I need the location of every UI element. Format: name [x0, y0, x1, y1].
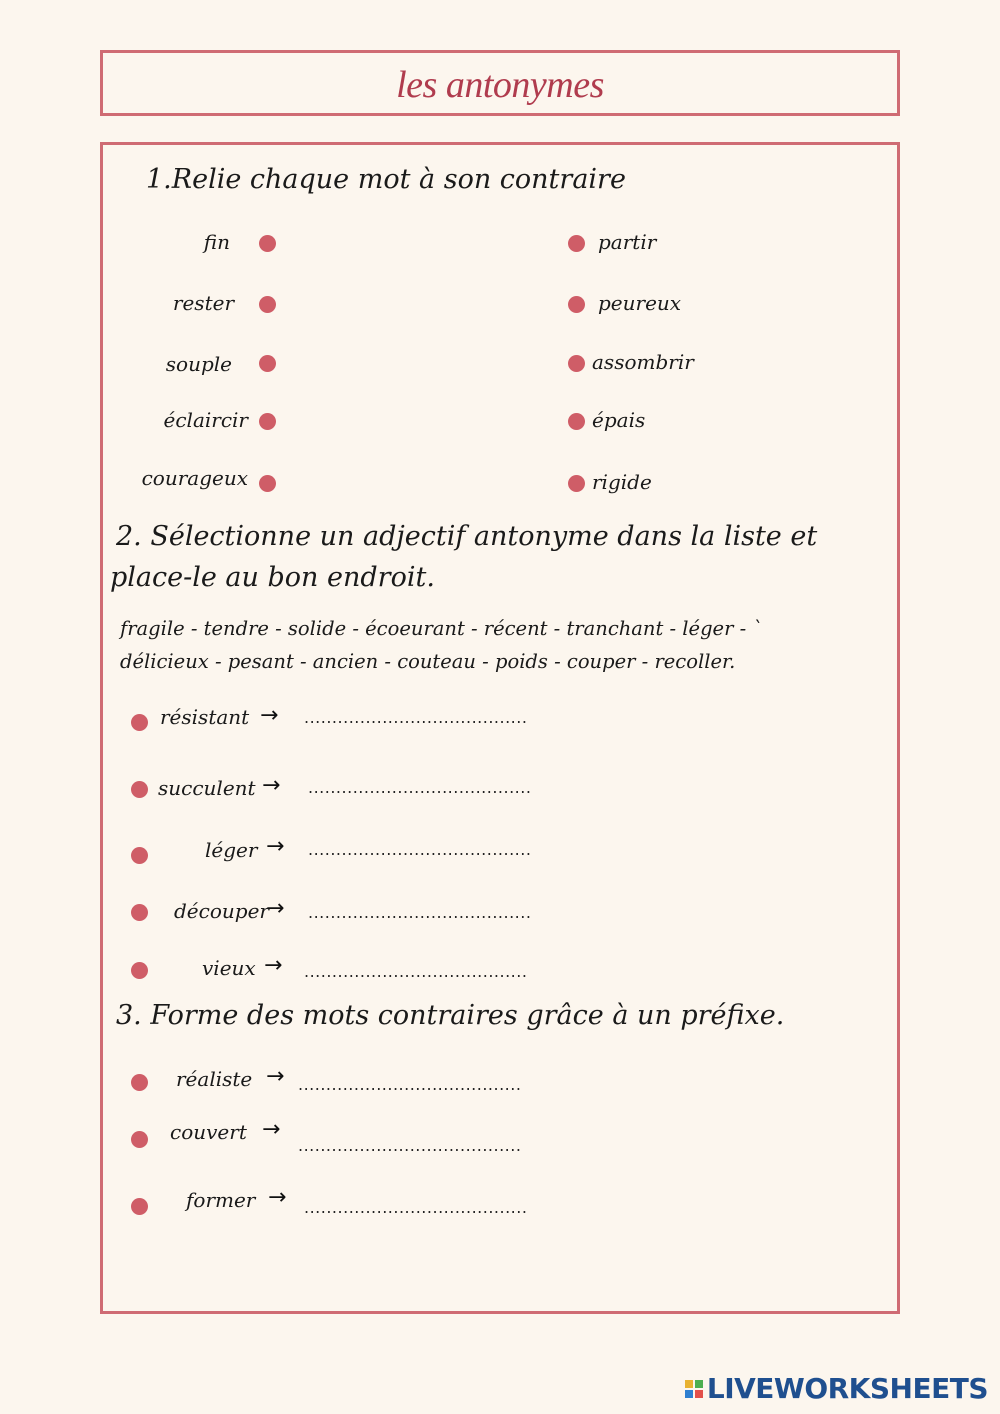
ex1-right-word: partir	[598, 230, 657, 254]
word-list-line1: fragile - tendre - solide - écoeurant - récent - tranchant - léger - `	[120, 617, 763, 640]
ex2-item-word: résistant	[160, 705, 250, 729]
ex3-item-word: couvert	[170, 1120, 247, 1144]
answer-field[interactable]: ........................................	[308, 778, 532, 797]
liveworksheets-logo-icon	[685, 1380, 703, 1398]
arrow-icon: →	[262, 773, 281, 798]
ex2-item-word: découper	[174, 899, 269, 923]
ex3-item-dot	[131, 1131, 148, 1148]
ex1-right-dot[interactable]	[568, 235, 585, 252]
ex1-right-dot[interactable]	[568, 413, 585, 430]
arrow-icon: →	[260, 703, 279, 728]
ex1-left-dot[interactable]	[259, 413, 276, 430]
ex1-right-dot[interactable]	[568, 475, 585, 492]
arrow-icon: →	[266, 1064, 285, 1089]
ex2-item-dot	[131, 781, 148, 798]
ex2-item-dot	[131, 904, 148, 921]
arrow-icon: →	[264, 953, 283, 978]
worksheet-title: les antonymes	[396, 64, 604, 106]
logo-text: LIVEWORKSHEETS	[706, 1372, 988, 1405]
ex2-item-dot	[131, 714, 148, 731]
exercise2-heading-line1: 2. Sélectionne un adjectif antonyme dans la liste et	[116, 521, 818, 552]
ex1-left-word: fin	[203, 230, 230, 254]
liveworksheets-logo	[685, 1372, 988, 1405]
ex1-left-dot[interactable]	[259, 475, 276, 492]
ex1-left-word: courageux	[141, 466, 248, 490]
ex2-item-dot	[131, 847, 148, 864]
answer-field[interactable]: ........................................	[298, 1136, 522, 1155]
answer-field[interactable]: ........................................	[304, 708, 528, 727]
ex1-left-word: souple	[165, 352, 232, 376]
ex1-right-word: épais	[592, 408, 646, 432]
ex1-left-dot[interactable]	[259, 235, 276, 252]
title-box	[100, 50, 900, 116]
ex3-item-word: former	[186, 1188, 256, 1212]
ex2-item-word: léger	[205, 838, 258, 862]
ex3-item-dot	[131, 1198, 148, 1215]
exercise2-heading-line2: place-le au bon endroit.	[110, 562, 435, 593]
answer-field[interactable]: ........................................	[308, 840, 532, 859]
ex2-item-dot	[131, 962, 148, 979]
ex2-item-word: vieux	[202, 956, 256, 980]
arrow-icon: →	[266, 834, 285, 859]
ex1-right-word: rigide	[592, 470, 652, 494]
ex1-right-dot[interactable]	[568, 355, 585, 372]
ex3-item-dot	[131, 1074, 148, 1091]
ex3-item-word: réaliste	[176, 1067, 253, 1091]
ex1-right-word: assombrir	[592, 350, 694, 374]
ex1-left-word: éclaircir	[163, 408, 248, 432]
answer-field[interactable]: ........................................	[298, 1075, 522, 1094]
answer-field[interactable]: ........................................	[308, 903, 532, 922]
arrow-icon: →	[268, 1185, 287, 1210]
answer-field[interactable]: ........................................	[304, 962, 528, 981]
ex1-left-dot[interactable]	[259, 296, 276, 313]
exercise1-heading: 1.Relie chaque mot à son contraire	[146, 164, 626, 195]
answer-field[interactable]: ........................................	[304, 1198, 528, 1217]
word-list-line2: délicieux - pesant - ancien - couteau - poids - couper - recoller.	[120, 650, 736, 673]
ex1-left-dot[interactable]	[259, 355, 276, 372]
ex1-right-word: peureux	[598, 291, 682, 315]
exercise3-heading: 3. Forme des mots contraires grâce à un préfixe.	[116, 1000, 785, 1031]
arrow-icon: →	[262, 1117, 281, 1142]
ex2-item-word: succulent	[158, 776, 256, 800]
arrow-icon: →	[266, 896, 285, 921]
ex1-left-word: rester	[172, 291, 234, 315]
ex1-right-dot[interactable]	[568, 296, 585, 313]
